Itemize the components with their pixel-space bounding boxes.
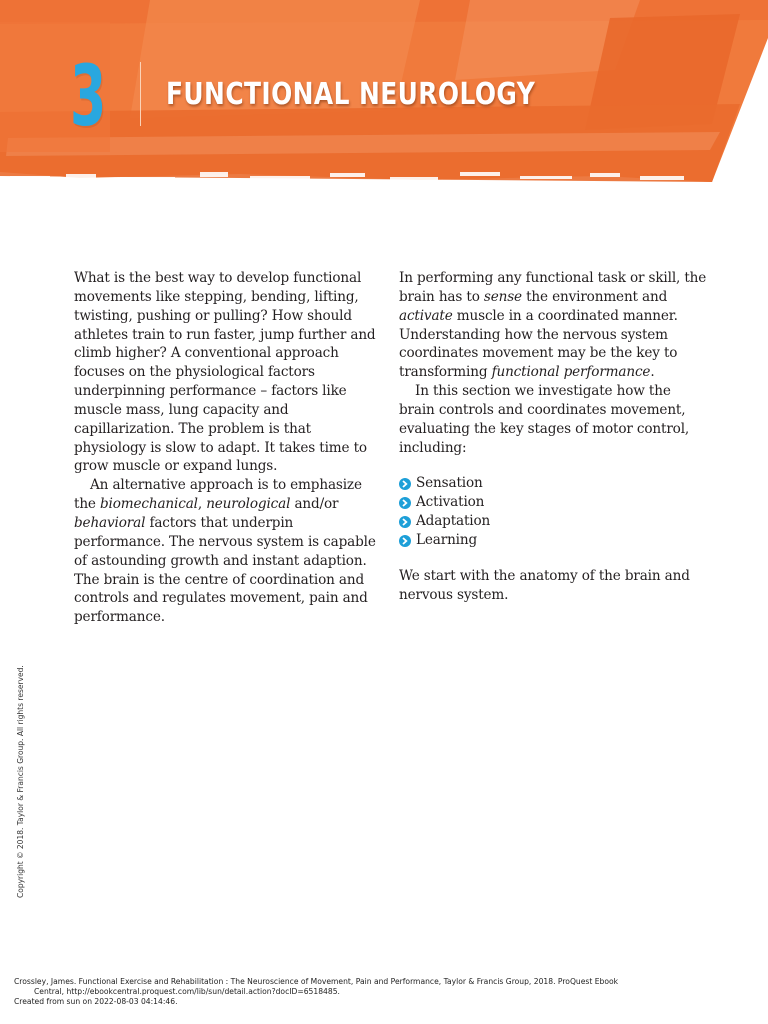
emphasis-biomechanical: biomechanical <box>99 496 198 513</box>
emphasis-sense: sense <box>483 288 522 305</box>
list-item <box>399 474 709 493</box>
side-copyright-notice: Copyright © 2018. Taylor & Francis Group. All rights reserved. <box>16 665 25 898</box>
list-item-label: Sensation <box>416 475 483 492</box>
chevron-right-icon <box>399 478 411 490</box>
right-paragraph-3: We start with the anatomy of the brain and nervous system. <box>399 568 690 604</box>
chapter-title: FUNCTIONAL NEUROLOGY <box>166 77 536 112</box>
right-paragraph-2: In this section we investigate how the brain controls and coordinates movement, evaluating the key stages of motor control, including: <box>399 383 690 456</box>
left-paragraph-2: An alternative approach is to emphasize the biomechanical, neurological and/or behavioral factors that underpin performance. The nervous system is capable of astounding growth and instant adaption. The brain is the centre of coordination and controls and regulates movement, pain and performance. <box>74 477 376 626</box>
emphasis-activate: activate <box>399 307 453 324</box>
chevron-right-icon <box>399 516 411 528</box>
list-item-label: Activation <box>416 494 485 511</box>
chapter-banner <box>0 0 768 190</box>
motor-control-stages-list <box>399 474 709 550</box>
left-paragraph-1: What is the best way to develop functional movements like stepping, bending, lifting, twisting, pushing or pulling? How should athletes train to run faster, jump further and climb higher? A conventional approach focuses on the physiological factors underpinning performance – factors like muscle mass, lung capacity and capillarization. The problem is that physiology is slow to adapt. It takes time to grow muscle or expand lungs. <box>74 270 376 475</box>
chevron-right-icon <box>399 497 411 509</box>
list-item <box>399 512 709 531</box>
footer-line-1: Crossley, James. Functional Exercise and Rehabilitation : The Neuroscience of Movement, Pain and Performance, Taylor & Francis Group, 2018. ProQuest Ebook <box>14 977 619 986</box>
list-item <box>399 493 709 512</box>
chapter-number: 3 <box>70 47 107 145</box>
emphasis-functional-performance: functional performance <box>491 364 651 381</box>
list-item-label: Adaptation <box>416 513 491 530</box>
left-column <box>74 269 384 627</box>
list-item-label: Learning <box>416 532 478 549</box>
chevron-right-icon <box>399 535 411 547</box>
emphasis-behavioral: behavioral <box>74 514 146 531</box>
chapter-divider <box>140 62 141 126</box>
footer-line-2: Central, http://ebookcentral.proquest.com/lib/sun/detail.action?docID=6518485. <box>34 987 340 996</box>
right-paragraph-1: In performing any functional task or skill, the brain has to sense the environment and activate muscle in a coordinated manner. Understanding how the nervous system coordinates movement may be the key to transforming functional performance. <box>399 270 707 381</box>
right-column <box>399 269 709 605</box>
list-item <box>399 531 709 550</box>
citation-footer <box>14 977 664 1007</box>
footer-line-3: Created from sun on 2022-08-03 04:14:46. <box>14 997 178 1006</box>
emphasis-neurological: neurological <box>206 496 291 513</box>
